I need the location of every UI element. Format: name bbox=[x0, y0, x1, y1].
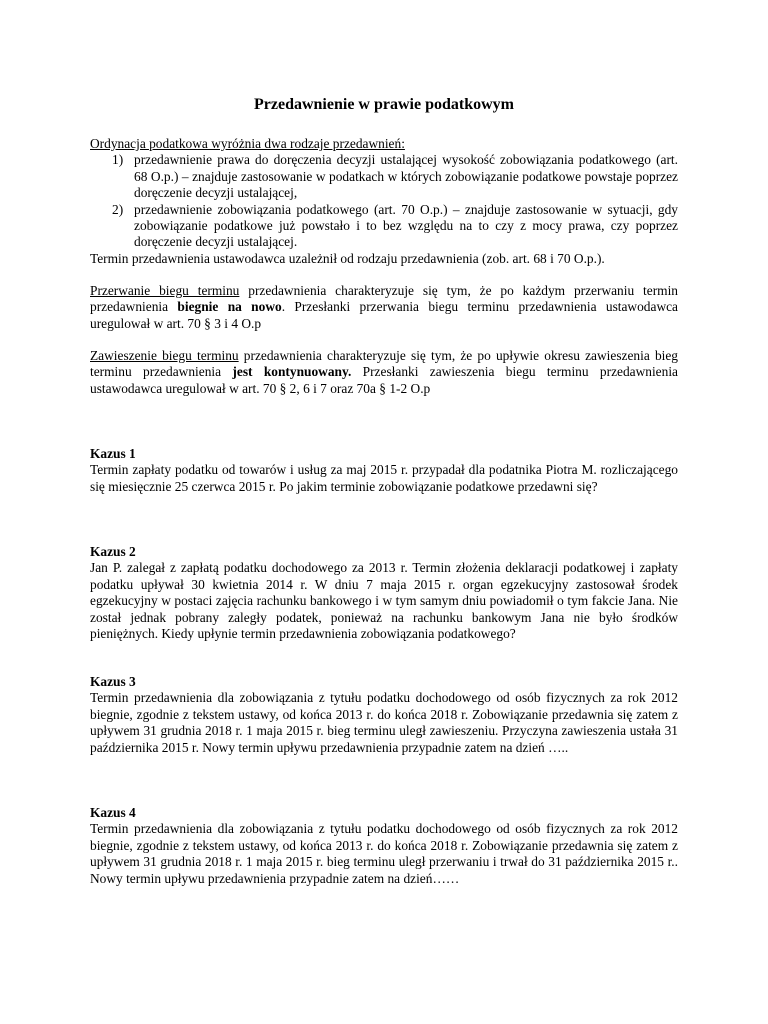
interruption-term: Przerwanie biegu terminu bbox=[90, 283, 240, 298]
interruption-paragraph bbox=[90, 283, 678, 332]
interruption-text-a: przedawnienia charakteryzuje się tym, że po każdym przerwaniu termin przedawnienia bbox=[90, 283, 678, 315]
interruption-bold: biegnie na nowo bbox=[177, 299, 282, 315]
list-item bbox=[90, 202, 678, 251]
suspension-text-a: przedawnienia charakteryzuje się tym, że po upływie okresu zawieszenia bieg terminu przedawnienia bbox=[90, 348, 679, 380]
case-block bbox=[90, 674, 678, 756]
case-title: Kazus 3 bbox=[90, 674, 136, 689]
interruption-text-b: . Przesłanki przerwania biegu terminu przedawnienia ustawodawca uregulował w art. 70 § 3 i 4 O.p bbox=[90, 299, 678, 331]
list-item-text: przedawnienie zobowiązania podatkowego (art. 70 O.p.) – znajduje zastosowanie w sytuacji, gdy zobowiązanie podatkowe już powstało i to bez względu na to czy z mocy prawa, czy poprzez doręczenie decyzji ustalającej. bbox=[134, 201, 678, 250]
list-item bbox=[90, 152, 678, 201]
case-block bbox=[90, 805, 678, 887]
case-title: Kazus 1 bbox=[90, 446, 136, 461]
suspension-bold: jest kontynuowany. bbox=[232, 364, 352, 380]
list-item-number: 1) bbox=[112, 152, 124, 168]
case-text: Termin przedawnienia dla zobowiązania z tytułu podatku dochodowego od osób fizycznych za rok 2012 biegnie, zgodnie z tekstem ustawy, od końca 2013 r. do końca 2018 r. Zobowiązanie przedawnia się zatem z upływem 31 grudnia 2018 r. 1 maja 2015 r. bieg terminu uległ przerwaniu i trwał do 31 października 2015 r.. Nowy termin upływu przedawnienia przypadnie zatem na dzień…… bbox=[90, 821, 678, 886]
case-block bbox=[90, 544, 678, 642]
case-text: Jan P. zalegał z zapłatą podatku dochodowego za 2013 r. Termin złożenia deklaracji podatkowej i zapłaty podatku upływał 30 kwietnia 2014 r. W dniu 7 maja 2015 r. organ egzekucyjny zastosował środek egzekucyjny w postaci zajęcia rachunku bankowego i w tym samym dniu powiadomił o tym fakcie Jana. Nie został jednak pobrany zaległy podatek, ponieważ na rachunku bankowym Jana nie było środków pieniężnych. Kiedy upłynie termin przedawnienia zobowiązania podatkowego? bbox=[90, 560, 678, 642]
suspension-term: Zawieszenie biegu terminu bbox=[90, 348, 239, 363]
intro-heading: Ordynacja podatkowa wyróżnia dwa rodzaje przedawnień: bbox=[90, 136, 405, 151]
list-item-number: 2) bbox=[112, 201, 124, 217]
intro-closing: Termin przedawnienia ustawodawca uzależnił od rodzaju przedawnienia (zob. art. 68 i 70 O.p.). bbox=[90, 250, 605, 266]
case-title: Kazus 2 bbox=[90, 544, 136, 559]
suspension-text-b: Przesłanki zawieszenia biegu terminu przedawnienia ustawodawca uregulował w art. 70 § 2, 6 i 7 oraz 70a § 1-2 O.p bbox=[90, 364, 678, 396]
case-text: Termin zapłaty podatku od towarów i usług za maj 2015 r. przypadał dla podatnika Piotra M. rozliczającego się miesięcznie 25 czerwca 2015 r. Po jakim terminie zobowiązanie podatkowe przedawni się? bbox=[90, 462, 678, 494]
suspension-paragraph bbox=[90, 348, 678, 397]
list-item-text: przedawnienie prawa do doręczenia decyzji ustalającej wysokość zobowiązania podatkowego (art. 68 O.p.) – znajduje zastosowanie w podatkach w których zobowiązanie podatkowe powstaje poprzez doręczenie decyzji ustalającej, bbox=[134, 152, 678, 201]
case-block bbox=[90, 446, 678, 495]
case-title: Kazus 4 bbox=[90, 805, 136, 820]
intro-section bbox=[90, 136, 678, 267]
document-title: Przedawnienie w prawie podatkowym bbox=[254, 96, 514, 113]
case-text: Termin przedawnienia dla zobowiązania z tytułu podatku dochodowego od osób fizycznych za rok 2012 biegnie, zgodnie z tekstem ustawy, od końca 2013 r. do końca 2018 r. Zobowiązanie przedawnia się zatem z upływem 31 grudnia 2018 r. 1 maja 2015 r. bieg terminu uległ zawieszeniu. Przyczyna zawieszenia ustała 31 października 2015 r. Nowy termin upływu przedawnienia przypadnie zatem na dzień ….. bbox=[90, 690, 678, 755]
types-list bbox=[90, 152, 678, 250]
